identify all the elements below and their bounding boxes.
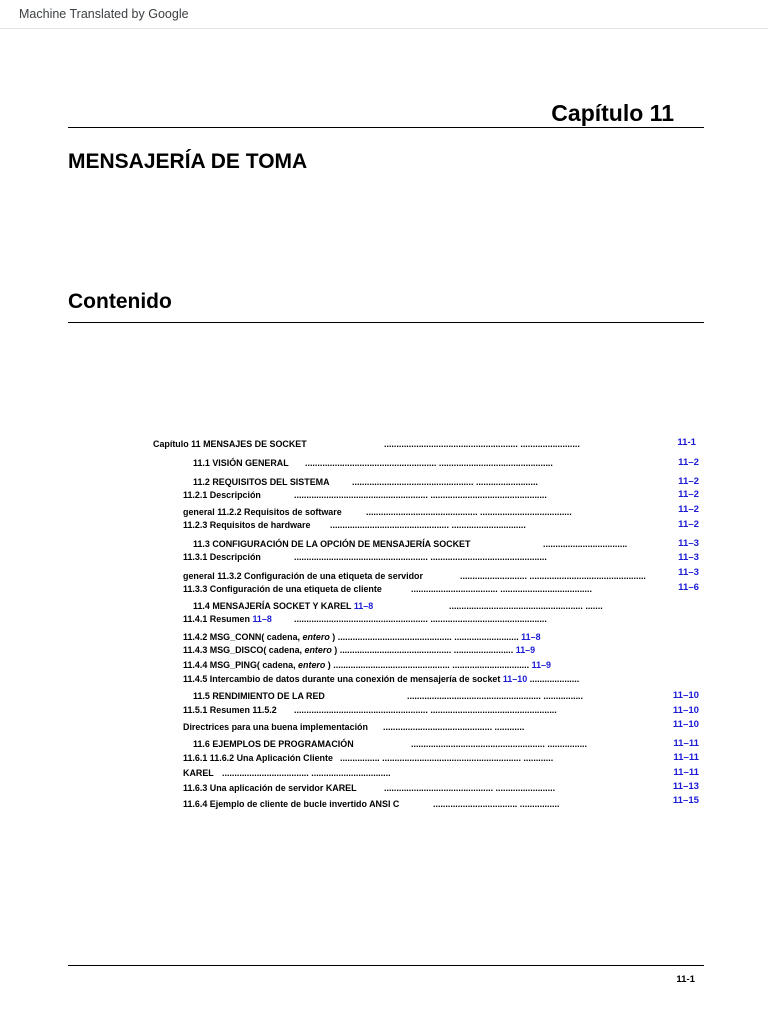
- toc-entry[interactable]: 11.4.3 MSG_DISCO( cadena, entero ) ............................................. ........................ 11–9: [183, 645, 536, 656]
- toc-page[interactable]: 11–3: [678, 552, 699, 563]
- toc-entry[interactable]: 11.3.1 Descripción: [183, 552, 261, 563]
- toc-entry[interactable]: KAREL: [183, 768, 214, 779]
- toc-page[interactable]: 11–11: [673, 767, 699, 778]
- toc-page[interactable]: 11–6: [678, 582, 699, 593]
- toc-leader: ............................................ ........................: [384, 783, 556, 794]
- toc-page[interactable]: 11–2: [678, 457, 699, 468]
- contents-heading: Contenido: [68, 290, 172, 313]
- toc-leader: ................................................ ..............................: [330, 520, 526, 531]
- toc-entry[interactable]: 11.3 CONFIGURACIÓN DE LA OPCIÓN DE MENSAJERÍA SOCKET: [193, 539, 471, 550]
- toc-entry[interactable]: 11.5.1 Resumen 11.5.2: [183, 705, 277, 716]
- toc-entry[interactable]: general 11.3.2 Configuración de una etiqueta de servidor: [183, 571, 423, 582]
- toc-entry[interactable]: 11.2.3 Requisitos de hardware: [183, 520, 311, 531]
- toc-page[interactable]: 11–3: [678, 567, 699, 578]
- toc-leader: ...................................................... ...............................................: [294, 552, 547, 563]
- toc-leader: ...................................................... ...................................................: [294, 705, 557, 716]
- toc-inline-page[interactable]: 11–10: [502, 674, 528, 685]
- toc-leader: ..................................: [543, 539, 628, 550]
- toc-page[interactable]: 11–10: [672, 719, 699, 730]
- toc-page[interactable]: 11–15: [672, 795, 699, 806]
- toc-leader: ................ ........................................................ ............: [340, 753, 554, 764]
- toc-page[interactable]: 11–2: [678, 504, 699, 515]
- toc-page[interactable]: 11–11: [673, 752, 699, 763]
- chapter-number: Capítulo 11: [551, 100, 674, 126]
- toc-entry[interactable]: Capítulo 11 MENSAJES DE SOCKET: [153, 439, 307, 450]
- toc-entry[interactable]: 11.4.1 Resumen 11–8: [183, 614, 272, 625]
- toc-page[interactable]: 11–10: [672, 690, 699, 701]
- toc-leader: ....................: [529, 674, 580, 685]
- toc-leader: ................................... ................................: [222, 768, 391, 779]
- footer-rule: [68, 965, 704, 966]
- chapter-title: MENSAJERÍA DE TOMA: [68, 150, 308, 173]
- toc-leader: ................................... .....................................: [411, 584, 592, 595]
- toc-leader: ............................................... ...............................: [333, 660, 530, 671]
- toc-leader: ...................................................... ...............................................: [294, 490, 547, 501]
- toc-leader: ..................................................... ..............................................: [305, 458, 553, 469]
- toc-entry[interactable]: 11.6 EJEMPLOS DE PROGRAMACIÓN: [193, 739, 354, 750]
- toc-leader: ...................................................... ........................: [384, 439, 580, 450]
- footer-page-number: 11-1: [676, 974, 695, 985]
- toc-page[interactable]: 11–11: [673, 738, 699, 749]
- toc-inline-page[interactable]: 11–8: [252, 614, 272, 625]
- toc-inline-page[interactable]: 11–9: [531, 660, 551, 671]
- toc-page[interactable]: 11–10: [672, 705, 699, 716]
- toc-entry[interactable]: 11.4 MENSAJERÍA SOCKET Y KAREL 11–8: [193, 601, 374, 612]
- toc-entry[interactable]: 11.4.5 Intercambio de datos durante una conexión de mensajería de socket 11–10 ....................: [183, 674, 580, 685]
- toc-entry[interactable]: 11.4.4 MSG_PING( cadena, entero ) ............................................... ............................... 11–9: [183, 660, 551, 671]
- toc-entry[interactable]: 11.6.1 11.6.2 Una Aplicación Cliente: [183, 753, 333, 764]
- toc-page[interactable]: 11–2: [678, 489, 699, 500]
- toc-inline-page[interactable]: 11–8: [521, 632, 541, 643]
- toc-leader: ........................... ...............................................: [460, 571, 646, 582]
- toc-leader: ...................................................... ................: [407, 691, 584, 702]
- toc-inline-page[interactable]: 11–8: [353, 601, 374, 612]
- toc-leader: ...................................................... .......: [449, 601, 603, 612]
- toc-leader: ................................................. .........................: [352, 477, 538, 488]
- toc-entry[interactable]: 11.6.3 Una aplicación de servidor KAREL: [183, 783, 357, 794]
- toc-page[interactable]: 11–2: [678, 476, 699, 487]
- toc-entry[interactable]: Directrices para una buena implementación: [183, 722, 368, 733]
- toc-leader: ............................................. ........................: [339, 645, 514, 656]
- toc-entry[interactable]: 11.4.2 MSG_CONN( cadena, entero ) .............................................. .......................... 11–8: [183, 632, 541, 643]
- toc-entry[interactable]: general 11.2.2 Requisitos de software: [183, 507, 342, 518]
- banner-text: Machine Translated by Google: [19, 7, 189, 21]
- toc-leader: ...................................................... ................: [411, 739, 588, 750]
- toc-entry[interactable]: 11.2 REQUISITOS DEL SISTEMA: [193, 477, 330, 488]
- toc-entry[interactable]: 11.2.1 Descripción: [183, 490, 261, 501]
- toc-entry[interactable]: 11.3.3 Configuración de una etiqueta de cliente: [183, 584, 382, 595]
- toc-entry[interactable]: 11.5 RENDIMIENTO DE LA RED: [193, 691, 325, 702]
- toc-leader: .................................. ................: [433, 799, 560, 810]
- toc-page[interactable]: 11–13: [672, 781, 699, 792]
- toc-page[interactable]: 11-1: [677, 437, 696, 448]
- toc-leader: ............................................. .....................................: [366, 507, 572, 518]
- toc-page[interactable]: 11–2: [678, 519, 699, 530]
- toc-page[interactable]: 11–3: [678, 538, 699, 549]
- toc-leader: ...................................................... ...............................................: [294, 614, 547, 625]
- toc-entry[interactable]: 11.1 VISIÓN GENERAL: [193, 458, 289, 469]
- toc-leader: ............................................ ............: [383, 722, 525, 733]
- toc-leader: .............................................. ..........................: [337, 632, 519, 643]
- toc-entry[interactable]: 11.6.4 Ejemplo de cliente de bucle invertido ANSI C: [183, 799, 400, 810]
- toc-inline-page[interactable]: 11–9: [515, 645, 536, 656]
